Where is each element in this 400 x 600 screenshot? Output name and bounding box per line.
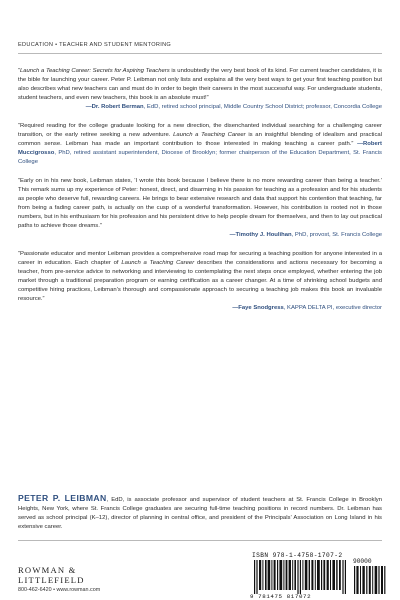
- open-quote: “: [18, 178, 20, 184]
- endorsement-body: Early on in his new book, Leibman states, ‘I wrote this book because I believe there is no more rewarding career than being a teacher.’ This remark sums up my experience of Peter: honest, direct, and disarming in his passion for teaching as a profession and for his students as people who deserve full, rewarding careers. He brings to bear extensive research and data that support his contention that teaching, far from being a fading career path, is actually on the cusp of a wonderful transformation. However, his contribution is rooted not in those numbers, but in his enthusiasm for his profession and his persistent drive to help people dream for themselves, and then to lay out practical paths to achieve those dreams.”: [18, 178, 382, 229]
- author-bio: [18, 494, 382, 532]
- author-name: PETER P. LEIBMAN: [18, 493, 107, 503]
- isbn-label: ISBN 978-1-4758-1707-2: [252, 552, 343, 559]
- endorsement-text: [18, 67, 383, 110]
- endorser-name: —Robert Muccigrosso: [18, 141, 383, 156]
- publisher-logo: [18, 566, 85, 585]
- endorsement: [18, 122, 382, 167]
- endorsement-attribution: [18, 231, 382, 240]
- endorsements: [18, 67, 382, 323]
- category-label: EDUCATION • TEACHER AND STUDENT MENTORING: [18, 42, 172, 48]
- open-quote: “: [18, 251, 20, 257]
- endorsement: [18, 67, 382, 112]
- endorsement-text: [18, 250, 382, 304]
- endorsement-attribution: [18, 304, 382, 313]
- endorser-role: , EdD, retired school principal, Middle Country School District; professor, Concordia College: [143, 104, 382, 110]
- author-bio-text: , EdD, is associate professor and supervisor of student teachers at St. Francis College in Brooklyn Heights, New York, where St. Francis College graduates are securing full-time teaching positions in record numbers. Dr. Leibman has served as school principal (K–12), director of planning in central office, and president of the Principals’ Association on Long Island in his extensive career.: [18, 497, 382, 530]
- top-divider: [18, 53, 382, 54]
- book-title: Launch a Teaching Career: [121, 260, 195, 266]
- book-title: Launch a Teaching Career: Secrets for Aspiring Teachers: [19, 68, 170, 74]
- bottom-divider: [18, 540, 382, 541]
- price-code: 90000: [353, 558, 372, 565]
- price-barcode: [354, 566, 386, 594]
- endorsement-text: [18, 177, 382, 231]
- endorser-role: , PhD, retired assistant superintendent, Diocese of Brooklyn; former chairperson of the Education Department, St. Francis College: [18, 150, 382, 165]
- endorsement-text: [18, 122, 382, 167]
- endorsement: [18, 250, 382, 313]
- endorser-name: —Dr. Robert Berman: [85, 104, 144, 110]
- open-quote: “: [18, 68, 20, 74]
- publisher-name-line1: ROWMAN &: [18, 565, 77, 575]
- endorser-role: , KAPPA DELTA PI, executive director: [283, 305, 382, 311]
- book-title: Launch a Teaching Career: [173, 132, 246, 138]
- endorser-name: —Faye Snodgress: [232, 305, 284, 311]
- publisher-contact: 800-462-6420 • www.rowman.com: [18, 587, 101, 593]
- endorsement-body: Passionate educator and mentor Leibman provides a comprehensive road map for securing a teaching position for anyone interested in a career in education. Each chapter of: [18, 251, 382, 266]
- barcode-digits: 9 781475 817072: [250, 593, 312, 600]
- barcode-panel: [248, 552, 388, 600]
- endorser-role: , PhD, provost, St. Francis College: [291, 232, 382, 238]
- endorsement-body: describes the considerations and actions necessary for becoming a teacher, from pre-service advice to networking and interviewing to contemplating the next steps once employed, whether entering the job market through a traditional preparation program or earning certification as a career changer. At a time of shrinking school budgets and competitive hiring practices, Leibman’s thorough and compassionate approach to securing a teaching job makes this book an invaluable resource.”: [18, 260, 382, 302]
- publisher-name-line2: LITTLEFIELD: [18, 574, 85, 585]
- endorsement: [18, 177, 382, 240]
- endorsement-body: Required reading for the college graduate looking for a new direction, the disenchanted individual searching for a challenging career transition, or the early retiree seeking a new adventure.: [18, 123, 382, 138]
- isbn-barcode: [254, 560, 350, 594]
- endorsement-body: is undoubtedly the very best book of its kind. For current teacher candidates, it is the bible for launching your career. Peter P. Leibman not only lists and explains all the very best ways to get your first teaching position but also describes what new teachers can and must do in order to begin their careers in the most successful way. For undergraduate students, student teachers, and even new teachers, this book is an absolute must!”: [18, 68, 383, 101]
- endorsement-body: is an insightful blending of idealism and practical common sense. Leibman has made an important contribution to those interested in making teaching a career path.”: [18, 132, 382, 147]
- open-quote: “: [18, 123, 20, 129]
- endorser-name: —Timothy J. Houlihan: [229, 232, 292, 238]
